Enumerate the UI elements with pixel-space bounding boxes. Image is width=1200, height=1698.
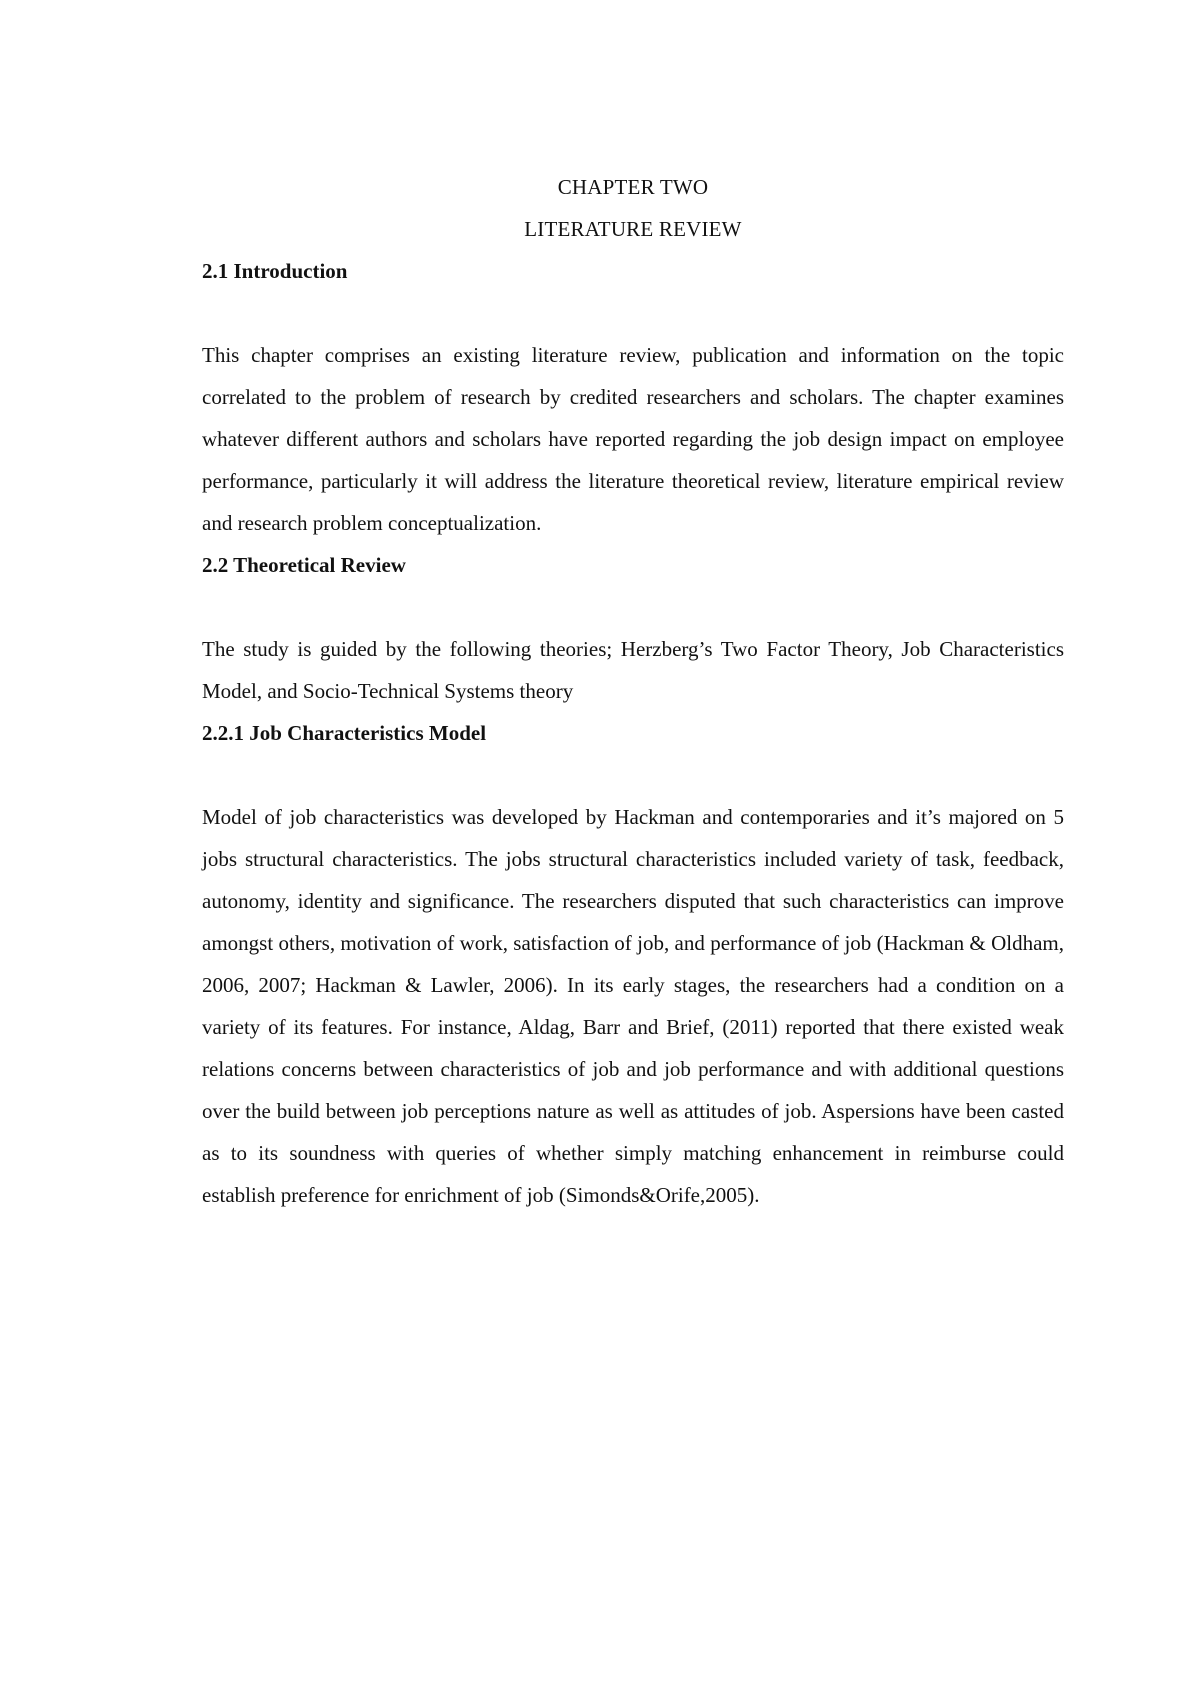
paragraph-spacer: [202, 754, 1064, 796]
section-heading-job-characteristics-model: 2.2.1 Job Characteristics Model: [202, 721, 487, 745]
chapter-subtitle: LITERATURE REVIEW: [524, 217, 742, 241]
document-body: [202, 166, 1064, 1216]
paragraph-introduction: This chapter comprises an existing literature review, publication and information on the topic correlated to the problem of research by credited researchers and scholars. The chapter examines whatever different authors and scholars have reported regarding the job design impact on employee performance, particularly it will address the literature theoretical review, literature empirical review and research problem conceptualization.: [202, 343, 1064, 535]
paragraph-spacer: [202, 292, 1064, 334]
paragraph-spacer: [202, 586, 1064, 628]
paragraph-job-characteristics-model: Model of job characteristics was developed by Hackman and contemporaries and it’s majored on 5 jobs structural characteristics. The jobs structural characteristics included variety of task, feedback, autonomy, identity and significance. The researchers disputed that such characteristics can improve amongst others, motivation of work, satisfaction of job, and performance of job (Hackman & Oldham, 2006, 2007; Hackman & Lawler, 2006). In its early stages, the researchers had a condition on a variety of its features. For instance, Aldag, Barr and Brief, (2011) reported that there existed weak relations concerns between characteristics of job and job performance and with additional questions over the build between job perceptions nature as well as attitudes of job. Aspersions have been casted as to its soundness with queries of whether simply matching enhancement in reimburse could establish preference for enrichment of job (Simonds&Orife,2005).: [202, 805, 1064, 1207]
section-heading-theoretical-review: 2.2 Theoretical Review: [202, 553, 406, 577]
paragraph-theoretical-review: The study is guided by the following theories; Herzberg’s Two Factor Theory, Job Characteristics Model, and Socio-Technical Systems theory: [202, 637, 1064, 703]
section-heading-introduction: 2.1 Introduction: [202, 259, 348, 283]
chapter-title: CHAPTER TWO: [557, 175, 709, 199]
